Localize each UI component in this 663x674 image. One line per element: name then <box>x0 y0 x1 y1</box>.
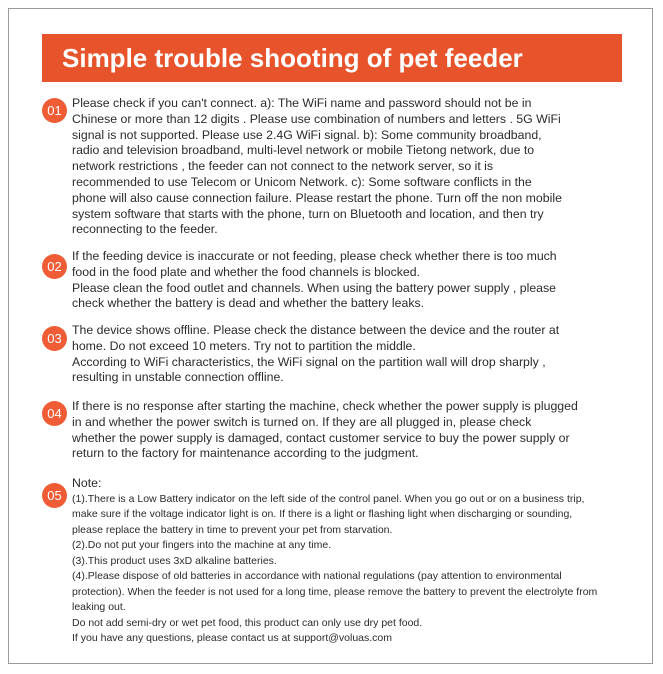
text-line: phone will also cause connection failure. Please restart the phone. Turn off the non mobile <box>72 190 562 205</box>
text-line: system software that starts with the phone, turn on Bluetooth and location, and then try <box>72 206 544 221</box>
text-line: (2).Do not put your fingers into the machine at any time. <box>72 539 332 552</box>
text-line: radio and television broadband, multi-level network or mobile Tietong network, due to <box>72 143 535 158</box>
text-line: food in the food plate and whether the food channels is blocked. <box>72 264 420 279</box>
text-line: Please check if you can't connect. a): The WiFi name and password should not be in <box>72 96 532 110</box>
text-line: whether the power supply is damaged, contact customer service to buy the power supply or <box>72 430 570 445</box>
text-line: home. Do not exceed 10 meters. Try not to partition the middle. <box>72 338 416 353</box>
item-number-badge: 05 <box>42 483 67 508</box>
item-text <box>72 249 642 312</box>
text-line: resulting in unstable connection offline. <box>72 370 284 385</box>
text-line: reconnecting to the feeder. <box>72 222 218 237</box>
text-line: leaking out. <box>72 601 126 614</box>
note-text <box>72 476 642 647</box>
text-line: please replace the battery in time to prevent your pet from starvation. <box>72 523 393 536</box>
text-line: check whether the battery is dead and whether the battery leaks. <box>72 296 425 311</box>
title-banner <box>42 34 622 82</box>
text-line: If there is no response after starting the machine, check whether the power supply is plugged <box>72 399 578 413</box>
page-title: Simple trouble shooting of pet feeder <box>62 43 523 73</box>
text-line: in and whether the power switch is turned on. If they are all plugged in, please check <box>72 414 532 429</box>
note-title: Note: <box>72 476 102 490</box>
item-text <box>72 323 642 386</box>
text-line: If the feeding device is inaccurate or not feeding, please check whether there is too much <box>72 249 557 263</box>
item-text <box>72 399 642 462</box>
item-text <box>72 96 642 238</box>
text-line: Chinese or more than 12 digits . Please use combination of numbers and letters . 5G WiFi <box>72 111 561 126</box>
text-line: The device shows offline. Please check the distance between the device and the router at <box>72 323 560 337</box>
text-line: signal is not supported. Please use 2.4G WiFi signal. b): Some community broadband, <box>72 127 542 142</box>
text-line: (3).This product uses 3xD alkaline batteries. <box>72 554 277 567</box>
text-line: make sure if the voltage indicator light is on. If there is a light or flashing light when discharging or sounding, <box>72 508 573 521</box>
text-line: According to WiFi characteristics, the WiFi signal on the partition wall will drop sharply , <box>72 354 546 369</box>
text-line: return to the factory for maintenance according to the judgment. <box>72 446 419 461</box>
text-line: protection). When the feeder is not used for a long time, please remove the battery to prevent the electrolyte from <box>72 585 598 598</box>
text-line: recommended to use Telecom or Unicom Network. c): Some software conflicts in the <box>72 174 532 189</box>
text-line: (4).Please dispose of old batteries in accordance with national regulations (pay attention to environmental <box>72 570 562 583</box>
item-number-badge: 02 <box>42 254 67 279</box>
item-number-badge: 03 <box>42 326 67 351</box>
text-line: If you have any questions, please contact us at support@voluas.com <box>72 632 393 645</box>
item-number-badge: 01 <box>42 98 67 123</box>
text-line: Do not add semi-dry or wet pet food, this product can only use dry pet food. <box>72 616 423 629</box>
text-line: Please clean the food outlet and channels. When using the battery power supply , please <box>72 280 556 295</box>
text-line: network restrictions , the feeder can not connect to the network server, so it is <box>72 159 494 174</box>
item-number-badge: 04 <box>42 401 67 426</box>
note-lines <box>72 492 642 647</box>
text-line: (1).There is a Low Battery indicator on the left side of the control panel. When you go out or on a business trip, <box>72 492 585 505</box>
